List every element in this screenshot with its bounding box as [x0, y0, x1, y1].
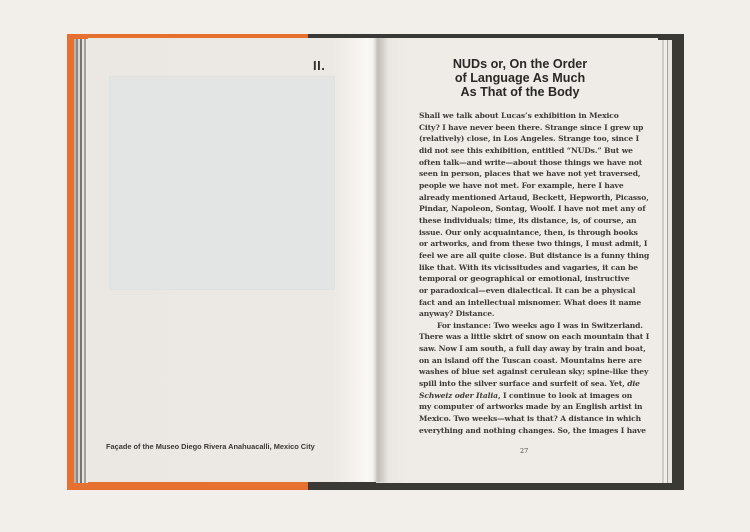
text-line: saw. Now I am south, a full day away by train and boat, — [419, 344, 646, 354]
text-line: or paradoxical—even dialectical. It can be a physical — [419, 285, 636, 295]
chapter-number: II. — [313, 58, 326, 73]
photo-caption: Façade of the Museo Diego Rivera Anahuacalli, Mexico City — [106, 442, 315, 451]
text-line: these individuals; time, its distance, is, of course, an — [419, 215, 637, 225]
text-line: washes of blue set against cerulean sky; spine-like they — [419, 367, 649, 377]
photo-image — [109, 76, 335, 290]
text-line: often talk—and write—about those things we have not — [419, 157, 643, 167]
text-line-indented: For instance: Two weeks ago I was in Switzerland. — [437, 320, 643, 330]
text-line: Mexico. Two weeks—what is that? A distance in which — [419, 414, 642, 424]
text-line: seen in person, places that we have not yet traversed, — [419, 169, 641, 179]
text-line: temporal or geographical or emotional, instructive — [419, 274, 630, 284]
title-line: NUDs or, On the Order — [452, 57, 588, 71]
page-number: 27 — [520, 447, 529, 455]
text-line: did not see this exhibition, entitled “NUDs.” But we — [419, 145, 633, 155]
page-edges-left — [74, 39, 88, 483]
text-line: like that. With its vicissitudes and vagaries, it can be — [419, 262, 638, 272]
text-line: anyway? Distance. — [419, 309, 495, 319]
text-line: on an island off the Tuscan coast. Mountains here are — [419, 355, 642, 365]
text-line: or artworks, and from these two things, I must admit, I — [419, 239, 648, 249]
text-line: feel we are all quite close. But distance is a funny thing — [419, 250, 650, 260]
book-gutter — [366, 38, 388, 482]
text-line-with-italic — [419, 378, 651, 390]
text-line: There was a little skirt of snow on each mountain that I — [419, 332, 650, 342]
page-edges-right — [658, 40, 672, 483]
text-line: (relatively) close, in Los Angeles. Strange too, since I — [419, 134, 640, 144]
body-text — [419, 110, 651, 436]
title-line: of Language As Much — [454, 71, 586, 85]
text-line: City? I have never been there. Strange since I grew up — [419, 122, 644, 132]
italic-fragment: Schweiz oder Italia — [419, 390, 498, 400]
text-line: Shall we talk about Lucas’s exhibition in Mexico — [419, 111, 619, 120]
text-line-with-italic — [419, 390, 651, 402]
title-line: As That of the Body — [460, 85, 580, 99]
text-line: my computer of artworks made by an English artist in — [419, 402, 643, 412]
text-line: issue. Our only acquaintance, then, is through books — [419, 227, 638, 237]
text-line: everything and nothing changes. So, the images I have — [419, 425, 646, 435]
text-fragment: spill into the silver surface and surfeit of sea. Yet, — [419, 379, 628, 389]
text-line: already mentioned Artaud, Beckett, Hepworth, Picasso, — [419, 192, 649, 202]
text-line: Pindar, Napoleon, Sontag, Woolf. I have not met any of — [419, 204, 646, 214]
text-line: people we have not met. For example, here I have — [419, 180, 624, 190]
chapter-title — [400, 57, 640, 99]
text-fragment: , I continue to look at images on — [497, 390, 633, 400]
text-line: fact and an intellectual misnomer. What does it name — [419, 297, 642, 307]
italic-fragment: die — [627, 379, 640, 389]
